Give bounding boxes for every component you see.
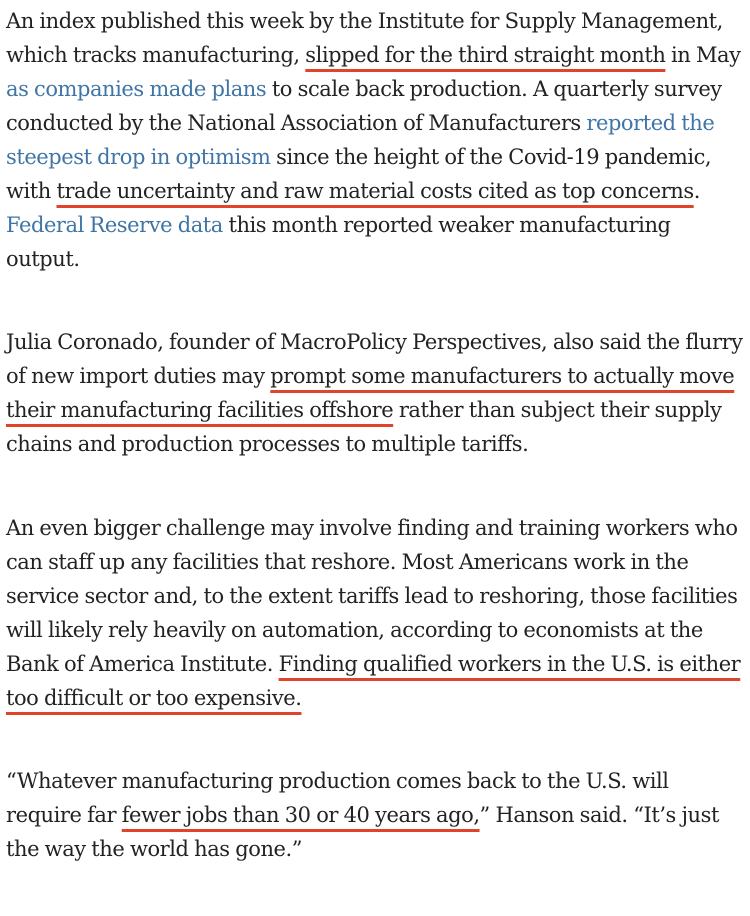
text-run: .: [693, 179, 700, 203]
text-run: Julia Coronado, founder of MacroPolicy Perspectives, also said the flurry of new import duties may: [6, 330, 743, 388]
paragraph-ism-index: [6, 4, 746, 276]
link-federal-reserve-data[interactable]: Federal Reserve data: [6, 213, 223, 237]
text-run: in May: [665, 43, 741, 67]
text-run: “Whatever manufacturing production comes back to the U.S. will require far: [6, 769, 669, 827]
text-run: this month reported weaker manufacturing output.: [6, 213, 671, 271]
article-body: [6, 4, 746, 916]
paragraph-hanson-quote: [6, 764, 746, 866]
text-run: to scale back production. A quarterly survey conducted by the National Association of Manufacturers: [6, 77, 722, 135]
text-run: rather than subject their supply chains and production processes to multiple tariffs.: [6, 398, 722, 456]
link-companies-made-plans[interactable]: as companies made plans: [6, 77, 267, 101]
paragraph-workers-challenge: [6, 511, 746, 715]
highlighted-phrase: fewer jobs than 30 or 40 years ago,: [121, 803, 480, 827]
highlighted-phrase: prompt some manufacturers to actually move their manufacturing facilities offshore: [6, 364, 735, 422]
text-run: An index published this week by the Institute for Supply Management, which tracks manufacturing,: [6, 9, 723, 67]
highlighted-phrase: trade uncertainty and raw material costs cited as top concerns: [56, 179, 694, 203]
highlighted-phrase: slipped for the third straight month: [305, 43, 666, 67]
text-run: ” Hanson said. “It’s just the way the world has gone.”: [6, 803, 719, 861]
highlighted-phrase: Finding qualified workers in the U.S. is either too difficult or too expensive.: [6, 652, 741, 710]
text-run: An even bigger challenge may involve finding and training workers who can staff up any facilities that reshore. Most Americans work in the service sector and, to the extent tariffs lead to reshoring, those facilities will likely rely heavily on automation, according to economists at the Bank of America Institute.: [6, 516, 738, 676]
link-steepest-drop-optimism[interactable]: reported the steepest drop in optimism: [6, 111, 715, 169]
paragraph-coronado: [6, 325, 746, 461]
text-run: since the height of the Covid-19 pandemic, with: [6, 145, 712, 203]
